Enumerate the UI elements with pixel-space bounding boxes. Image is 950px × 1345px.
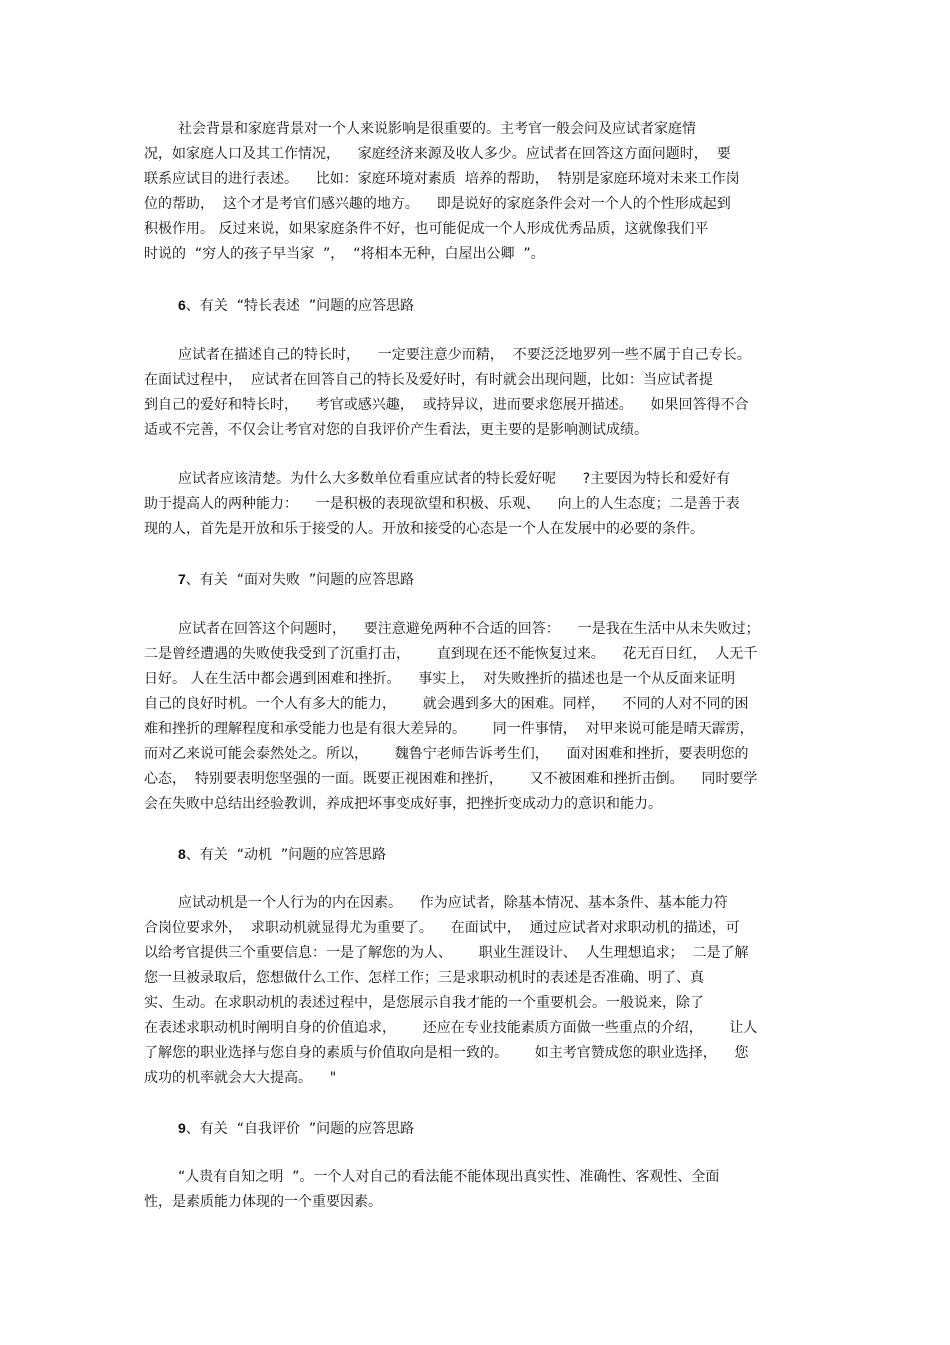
paragraph-1-line-3: 联系应试目的进行表述。 比如：家庭环境对素质 培养的帮助， 特别是家庭环境对未来工作岗: [144, 171, 740, 187]
paragraph-2-line-1: 应试者在描述自己的特长时， 一定要注意少而精， 不要泛泛地罗列一些不属于自己专长。: [178, 347, 751, 363]
heading-text: 、有关 “面对失败 ”问题的应答思路: [185, 572, 415, 588]
paragraph-4-line-5: 难和挫折的理解程度和承受能力也是有很大差异的。 同一件事情， 对甲来说可能是晴天霹雳，: [144, 721, 754, 737]
paragraph-4-line-8: 会在失败中总结出经验教训，养成把坏事变成好事，把挫折变成动力的意识和能力。: [144, 796, 662, 812]
heading-number: 6: [178, 297, 186, 313]
heading-number: 9: [178, 1120, 186, 1136]
paragraph-5-line-4: 您一旦被录取后，您想做什么工作、怎样工作；三是求职动机时的表述是否准确、明了、真: [144, 970, 704, 986]
paragraph-6-line-2: 性，是素质能力体现的一个重要因素。: [144, 1194, 382, 1210]
section-heading-9: [178, 1119, 414, 1138]
paragraph-1-line-2: 况，如家庭人口及其工作情况， 家庭经济来源及收人多少。应试者在回答这方面问题时， 要: [144, 146, 731, 162]
paragraph-1-line-6: 时说的 “穷人的孩子早当家 ”， “将相本无种，白屋出公卿 ”。: [144, 246, 545, 262]
paragraph-4-line-1: 应试者在回答这个问题时， 要注意避免两种不合适的回答： 一是我在生活中从未失败过；: [178, 621, 760, 637]
paragraph-1-line-4: 位的帮助， 这个才是考官们感兴趣的地方。 即是说好的家庭条件会对一个人的个性形成起到: [144, 196, 731, 212]
paragraph-1-line-1: 社会背景和家庭背景对一个人来说影响是很重要的。主考官一般会问及应试者家庭情: [178, 121, 696, 137]
paragraph-3-line-1: 应试者应该清楚。为什么大多数单位看重应试者的特长爱好呢 ?主要因为特长和爱好有: [178, 471, 731, 487]
section-heading-7: [178, 570, 414, 589]
paragraph-4-line-3: 日好。 人在生活中都会遇到困难和挫折。 事实上， 对失败挫折的描述也是一个从反面来证明: [144, 671, 736, 687]
paragraph-2-line-2: 在面试过程中， 应试者在回答自己的特长及爱好时，有时就会出现问题，比如：当应试者提: [144, 372, 713, 388]
paragraph-4-line-2: 二是曾经遭遇的失败使我受到了沉重打击， 直到现在还不能恢复过来。 花无百日红， 人无千: [144, 646, 758, 662]
paragraph-5-line-5: 实、生动。在求职动机的表述过程中，是您展示自我才能的一个重要机会。一般说来，除了: [144, 995, 704, 1011]
paragraph-3-line-2: 助于提高人的两种能力： 一是积极的表现欲望和积极、乐观、 向上的人生态度；二是善于表: [144, 496, 740, 512]
paragraph-4-line-6: 而对乙来说可能会泰然处之。所以， 魏鲁宁老师告诉考生们， 面对困难和挫折，要表明您的: [144, 746, 749, 762]
paragraph-4-line-7: 心态， 特别要表明您坚强的一面。既要正视困难和挫折， 又不被困难和挫折击倒。 同时要学: [144, 771, 758, 787]
section-heading-6: [178, 296, 414, 315]
heading-text: 、有关 “特长表述 ”问题的应答思路: [185, 298, 415, 314]
paragraph-5-line-2: 合岗位要求外， 求职动机就显得尤为重要了。 在面试中， 通过应试者对求职动机的描述，可: [144, 920, 740, 936]
paragraph-5-line-3: 以给考官提供三个重要信息：一是了解您的为人、 职业生涯设计、 人生理想追求； 二是了解: [144, 945, 749, 961]
heading-number: 8: [178, 846, 186, 862]
paragraph-5-line-8: 成功的机率就会大大提高。 ": [144, 1070, 337, 1086]
heading-text: 、有关 “动机 ”问题的应答思路: [185, 847, 387, 863]
paragraph-5-line-7: 了解您的职业选择与您自身的素质与价值取向是相一致的。 如主考官赞成您的职业选择， 您: [144, 1045, 749, 1061]
heading-text: 、有关 “自我评价 ”问题的应答思路: [185, 1121, 415, 1137]
paragraph-5-line-1: 应试动机是一个人行为的内在因素。 作为应试者，除基本情况、基本条件、基本能力符: [178, 895, 728, 911]
paragraph-2-line-4: 适或不完善，不仅会让考官对您的自我评价产生看法，更主要的是影响测试成绩。: [144, 422, 648, 438]
paragraph-3-line-3: 现的人，首先是开放和乐于接受的人。开放和接受的心态是一个人在发展中的必要的条件。: [144, 521, 704, 537]
paragraph-5-line-6: 在表述求职动机时阐明自身的价值追求， 还应在专业技能素质方面做一些重点的介绍， 让人: [144, 1020, 758, 1036]
paragraph-2-line-3: 到自己的爱好和特长时， 考官或感兴趣， 或持异议，进而要求您展开描述。 如果回答得不合: [144, 397, 749, 413]
paragraph-1-line-5: 积极作用。 反过来说，如果家庭条件不好，也可能促成一个人形成优秀品质，这就像我们平: [144, 221, 709, 237]
paragraph-4-line-4: 自己的良好时机。一个人有多大的能力， 就会遇到多大的困难。同样， 不同的人对不同的困: [144, 696, 749, 712]
heading-number: 7: [178, 571, 186, 587]
paragraph-6-line-1: “人贵有自知之明 ”。一个人对自己的看法能不能体现出真实性、准确性、客观性、全面: [178, 1169, 720, 1185]
section-heading-8: [178, 845, 386, 864]
